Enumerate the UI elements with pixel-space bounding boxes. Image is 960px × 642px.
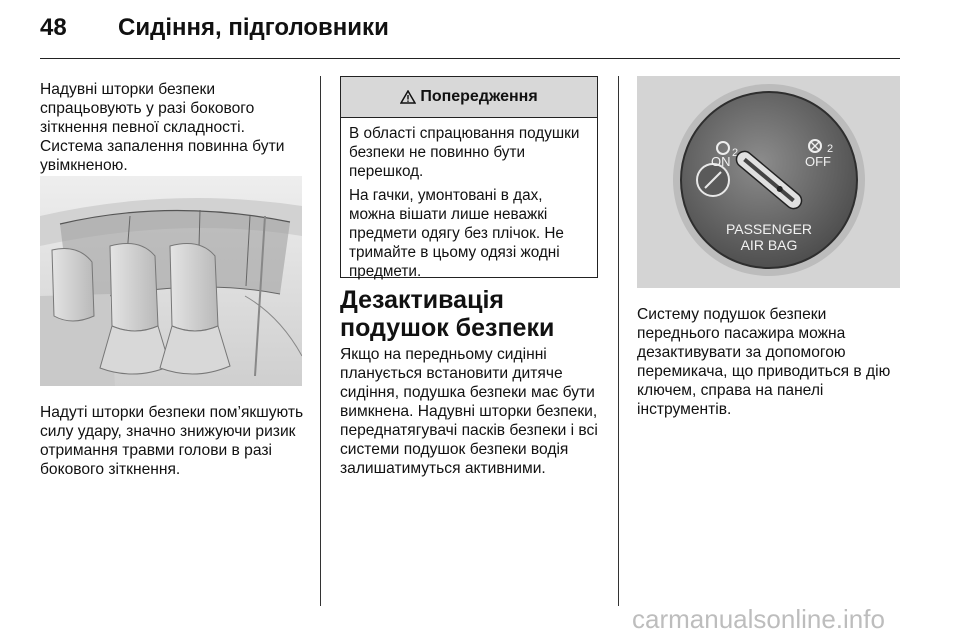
airbag-deactivation-text: Якщо на передньому сидінні планується встановити дитяче сидіння, подушка безпеки має бути вимкнена. Надувні шторки безпеки, переднатягувачі пасків безпеки і всі системи подушок безпеки водія залишатимуться активними. bbox=[340, 346, 598, 477]
column-divider-right bbox=[618, 76, 619, 606]
switch-on-label: ON bbox=[711, 154, 731, 169]
page-number: 48 bbox=[40, 14, 67, 41]
passenger-airbag-switch-text: Систему подушок безпеки переднього пасажира можна дезактивувати за допомогою перемикача, що приводиться в дію ключем, справа на панелі інструментів. bbox=[637, 306, 891, 418]
header-rule bbox=[40, 58, 900, 59]
curtain-airbag-protection-text: Надуті шторки безпеки пом’якшують силу удару, значно знижуючи ризик отримання травми голови в разі бокового зіткнення. bbox=[40, 404, 304, 478]
warning-title: Попередження bbox=[420, 88, 538, 105]
watermark: carmanualsonline.info bbox=[632, 604, 885, 634]
switch-off-superscript: 2 bbox=[827, 143, 834, 155]
warning-paragraph-2: На гачки, умонтовані в дах, можна вішати лише неважкі предмети одягу без плічок. Не тримайте в цьому одязі жодні предмети. bbox=[349, 187, 564, 280]
warning-paragraph-1: В області спрацювання подушки безпеки не повинно бути перешкод. bbox=[349, 125, 580, 180]
switch-airbag-label: AIR BAG bbox=[740, 237, 798, 253]
switch-on-superscript: 2 bbox=[732, 147, 739, 159]
curtain-airbag-deploy-text: Надувні шторки безпеки спрацьовують у разі бокового зіткнення певної складності. Система запалення повинна бути увімкненою. bbox=[40, 81, 285, 174]
curtain-airbag-illustration bbox=[40, 176, 302, 386]
warning-body bbox=[341, 118, 597, 281]
warning-triangle-icon bbox=[400, 90, 416, 104]
column-divider-left bbox=[320, 76, 321, 606]
section-heading: Дезактивація подушок безпеки bbox=[340, 286, 555, 342]
switch-off-label: OFF bbox=[805, 154, 831, 169]
page-title: Сидіння, підголовники bbox=[118, 14, 389, 41]
passenger-airbag-switch-illustration bbox=[637, 76, 900, 288]
warning-box bbox=[340, 76, 598, 278]
warning-header bbox=[341, 77, 597, 118]
switch-passenger-label: PASSENGER bbox=[725, 221, 813, 237]
